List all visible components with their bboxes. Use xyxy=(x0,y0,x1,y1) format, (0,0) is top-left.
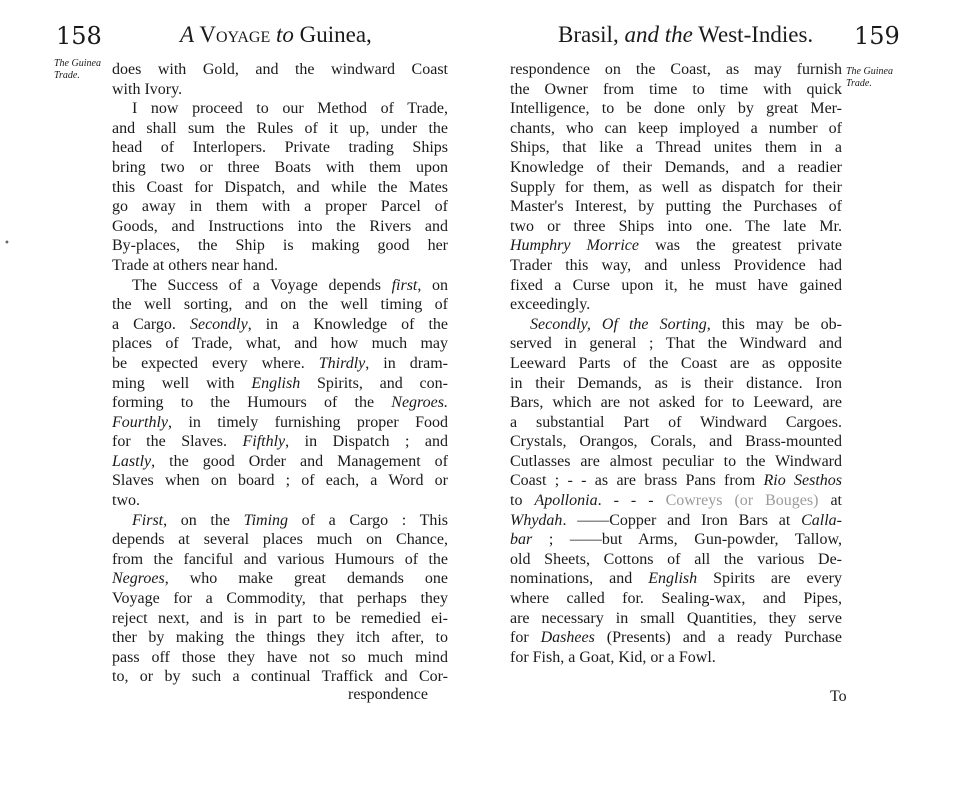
right-page xyxy=(490,0,980,789)
running-header: Brasil, and the West-Indies. xyxy=(558,22,814,47)
catchword: To xyxy=(830,688,847,705)
page-number: 159 xyxy=(854,22,900,50)
running-header: A Voyage to Guinea, xyxy=(180,22,372,47)
stray-mark: • xyxy=(4,238,10,249)
right-body-text: respondence on the Coast, as may furnish the Owner from time to time with quick Intelligence, to be done only by great Mer- chants, who can keep imployed a number of Ships, that like a Thread unites them in a Knowledge of their Demands, and a readier Supply for them, as well as dispatch for their Master's Interest, by putting the Purchases of two or three Ships into one. The late Mr. Humphry Morrice was the greatest private Trader this way, and unless Providence had fixed a Curse upon it, he must have gained exceedingly. Secondly, Of the Sorting, this may be ob- served in general ; That the Windward and Leeward Parts of the Coast are as opposite in their Demands, as is their distance. Iron Bars, which are not asked for to Leeward, are a substantial Part of Windward Cargoes. Crystals, Orangos, Corals, and Brass-mounted Cutlasses are almost peculiar to the Windward Coast ; - - as are brass Pans from Rio Sesthos to Apollonia. - - - Cowreys (or Bouges) at Whydah. ——Copper and Iron Bars at Calla- bar ; ——but Arms, Gun-powder, Tallow, old Sheets, Cottons of all the various De- nominations, and English Spirits are every where called for. Sealing-wax, and Pipes, are necessary in small Quantities, they serve for Dashees (Presents) and a ready Purchase for Fish, a Goat, Kid, or a Fowl. xyxy=(510,61,843,666)
catchword: respondence xyxy=(348,686,428,703)
margin-note: The Guinea Trade. xyxy=(846,66,893,89)
left-body-text: does with Gold, and the windward Coast with Ivory. I now proceed to our Method of Trade, and shall sum the Rules of it up, under the head of Interlopers. Private trading Ships bring two or three Boats with them upon this Coast for Dispatch, and while the Mates go away in them with a proper Parcel of Goods, and Instructions into the Rivers and By-places, the Ship is making good her Trade at others near hand. The Success of a Voyage depends first, on the well sorting, and on the well timing of a Cargo. Secondly, in a Knowledge of the places of Trade, what, and how much may be expected every where. Thirdly, in dram- ming well with English Spirits, and con- forming to the Humours of the Negroes. Fourthly, in timely furnishing proper Food for the Slaves. Fifthly, in Dispatch ; and Lastly, the good Order and Management of Slaves when on board ; of each, a Word or two. First, on the Timing of a Cargo : This depends at several places much on Chance, from the fanciful and various Humours of the Negroes, who make great demands one Voyage for a Commodity, that perhaps they reject next, and is in part to be remedied ei- ther by making the things they itch after, to pass off those they have not so much mind to, or by such a continual Traffick and Cor- xyxy=(112,61,449,686)
page-number: 158 xyxy=(56,22,102,50)
margin-note: The Guinea Trade. xyxy=(54,58,101,81)
